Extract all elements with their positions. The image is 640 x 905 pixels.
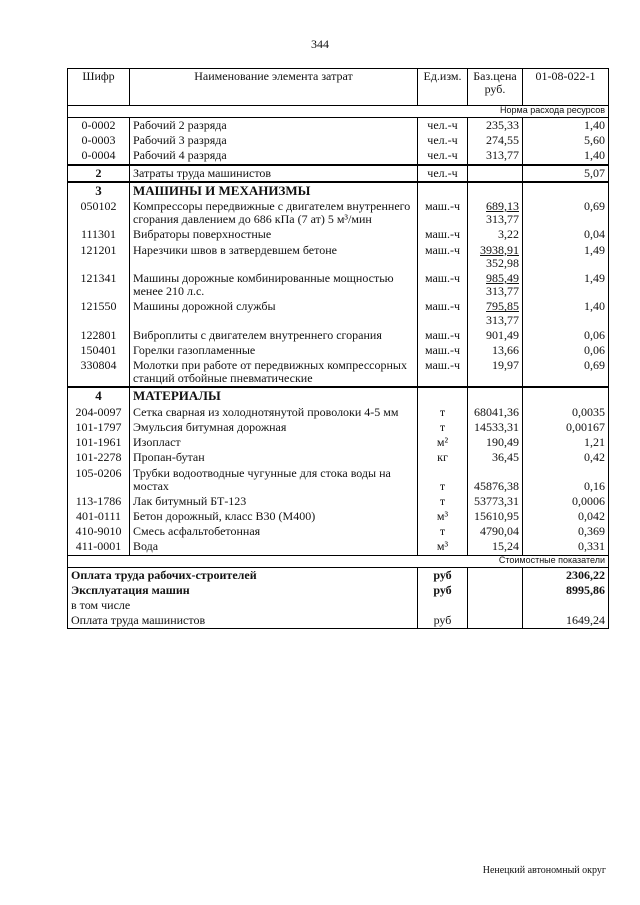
total-row xyxy=(68,583,609,598)
section-code: 3 xyxy=(68,182,130,199)
row-unit: чел.-ч xyxy=(418,165,468,182)
table-row xyxy=(68,435,609,450)
row-price: 14533,31 xyxy=(468,420,523,435)
row-unit: т xyxy=(418,420,468,435)
row-price: 4790,04 xyxy=(468,524,523,539)
row-rate: 0,04 xyxy=(523,227,609,242)
row-name: Машины дорожные комбинированные мощностью менее 210 л.с. xyxy=(130,271,418,299)
row-code: 0-0002 xyxy=(68,118,130,134)
row-unit: маш.-ч xyxy=(418,243,468,271)
row-name: Машины дорожной службы xyxy=(130,299,418,327)
row-price: 15610,95 xyxy=(468,509,523,524)
table-row xyxy=(68,466,609,494)
price-value: 13,66 xyxy=(492,342,519,357)
price-value: 795,85 xyxy=(486,299,519,314)
row-code: 050102 xyxy=(68,199,130,227)
section-name: МАШИНЫ И МЕХАНИЗМЫ xyxy=(130,182,418,199)
price-value: 3938,91 xyxy=(480,242,519,257)
row-code: 401-0111 xyxy=(68,509,130,524)
row-name: Изопласт xyxy=(130,435,418,450)
row-rate: 0,69 xyxy=(523,358,609,387)
row-price xyxy=(468,598,523,613)
row-code: 121341 xyxy=(68,271,130,299)
row-name: Рабочий 2 разряда xyxy=(130,118,418,134)
total-price xyxy=(468,567,523,583)
operators-pay-unit: руб xyxy=(418,613,468,629)
row-rate: 0,0035 xyxy=(523,405,609,420)
operator-price-value: 313,77 xyxy=(486,212,519,227)
row-price xyxy=(468,165,523,182)
page-number: 344 xyxy=(311,37,329,51)
norm-label: Норма расхода ресурсов xyxy=(68,106,609,118)
table-row xyxy=(68,328,609,343)
table-body xyxy=(68,106,609,629)
table-row xyxy=(68,509,609,524)
row-unit: чел.-ч xyxy=(418,133,468,148)
row-name: Молотки при работе от передвижных компрессорных станций отбойные пневматические xyxy=(130,358,418,387)
row-rate: 1,49 xyxy=(523,243,609,271)
header-code: Шифр xyxy=(68,69,130,106)
row-name: Лак битумный БТ-123 xyxy=(130,494,418,509)
row-rate xyxy=(523,598,609,613)
row-price xyxy=(468,199,523,227)
row-price: 36,45 xyxy=(468,450,523,465)
row-rate: 0,042 xyxy=(523,509,609,524)
header-price: Баз.цена руб. xyxy=(468,69,523,106)
price-value: 19,97 xyxy=(492,358,519,373)
row-unit: кг xyxy=(418,450,468,465)
row-price xyxy=(468,243,523,271)
total-unit: руб xyxy=(418,567,468,583)
row-unit xyxy=(418,598,468,613)
row-price: 190,49 xyxy=(468,435,523,450)
operators-row xyxy=(68,165,609,182)
row-code: 105-0206 xyxy=(68,466,130,494)
row-code: 330804 xyxy=(68,358,130,387)
row-price: 235,33 xyxy=(468,118,523,134)
row-name: Рабочий 3 разряда xyxy=(130,133,418,148)
table-row xyxy=(68,227,609,242)
row-price: 274,55 xyxy=(468,133,523,148)
total-unit: руб xyxy=(418,583,468,598)
row-unit: т xyxy=(418,494,468,509)
row-code: 121201 xyxy=(68,243,130,271)
row-price xyxy=(468,343,523,358)
row-unit: маш.-ч xyxy=(418,299,468,327)
row-code: 121550 xyxy=(68,299,130,327)
row-rate: 5,60 xyxy=(523,133,609,148)
total-value: 2306,22 xyxy=(523,567,609,583)
table-row xyxy=(68,118,609,134)
row-name: Рабочий 4 разряда xyxy=(130,148,418,164)
table-row xyxy=(68,405,609,420)
section-title-machines xyxy=(68,182,609,199)
table-row xyxy=(68,358,609,387)
row-rate: 0,42 xyxy=(523,450,609,465)
row-name: Эмульсия битумная дорожная xyxy=(130,420,418,435)
operator-price-value: 313,77 xyxy=(486,312,519,327)
row-unit: т xyxy=(418,524,468,539)
row-code: 111301 xyxy=(68,227,130,242)
row-price: 15,24 xyxy=(468,539,523,555)
row-code: 410-9010 xyxy=(68,524,130,539)
row-code: 101-2278 xyxy=(68,450,130,465)
norm-label-row xyxy=(68,106,609,118)
row-code: 101-1797 xyxy=(68,420,130,435)
including-label: в том числе xyxy=(68,598,418,613)
row-name: Вода xyxy=(130,539,418,555)
operators-pay-row xyxy=(68,613,609,629)
section-name: МАТЕРИАЛЫ xyxy=(130,387,418,404)
row-unit: маш.-ч xyxy=(418,227,468,242)
row-rate: 1,40 xyxy=(523,148,609,164)
row-rate: 5,07 xyxy=(523,165,609,182)
row-name: Затраты труда машинистов xyxy=(130,165,418,182)
row-rate: 0,06 xyxy=(523,343,609,358)
table-row xyxy=(68,420,609,435)
operator-price-value: 352,98 xyxy=(486,255,519,270)
row-price xyxy=(468,613,523,629)
row-price: 45876,38 xyxy=(468,466,523,494)
row-price xyxy=(468,387,523,404)
row-price xyxy=(468,227,523,242)
row-name: Вибраторы поверхностные xyxy=(130,227,418,242)
row-unit: маш.-ч xyxy=(418,358,468,387)
cost-label: Стоимостные показатели xyxy=(68,555,609,567)
row-rate: 0,00167 xyxy=(523,420,609,435)
table-header-row xyxy=(68,69,609,106)
table-row xyxy=(68,494,609,509)
row-price xyxy=(468,271,523,299)
row-name: Смесь асфальтобетонная xyxy=(130,524,418,539)
row-name: Сетка сварная из холоднотянутой проволоки 4-5 мм xyxy=(130,405,418,420)
row-price: 53773,31 xyxy=(468,494,523,509)
row-code: 2 xyxy=(68,165,130,182)
operator-price-value: 313,77 xyxy=(486,284,519,299)
table-row xyxy=(68,243,609,271)
row-unit: чел.-ч xyxy=(418,148,468,164)
row-rate: 1,49 xyxy=(523,271,609,299)
row-rate: 0,0006 xyxy=(523,494,609,509)
row-unit: чел.-ч xyxy=(418,118,468,134)
row-code: 122801 xyxy=(68,328,130,343)
table-row xyxy=(68,133,609,148)
price-value: 3,22 xyxy=(498,227,519,242)
row-name: Нарезчики швов в затвердевшем бетоне xyxy=(130,243,418,271)
cost-label-row xyxy=(68,555,609,567)
total-price xyxy=(468,583,523,598)
row-name: Горелки газопламенные xyxy=(130,343,418,358)
row-code: 411-0001 xyxy=(68,539,130,555)
row-code: 101-1961 xyxy=(68,435,130,450)
row-unit: маш.-ч xyxy=(418,271,468,299)
row-unit xyxy=(418,182,468,199)
row-rate: 1,21 xyxy=(523,435,609,450)
row-price: 68041,36 xyxy=(468,405,523,420)
row-price xyxy=(468,182,523,199)
total-row xyxy=(68,567,609,583)
total-name: Эксплуатация машин xyxy=(68,583,418,598)
row-unit: маш.-ч xyxy=(418,343,468,358)
price-value: 985,49 xyxy=(486,270,519,285)
section-title-materials xyxy=(68,387,609,404)
operators-pay-name: Оплата труда машинистов xyxy=(68,613,418,629)
footer-region: Ненецкий автономный округ xyxy=(482,865,606,876)
row-unit: маш.-ч xyxy=(418,328,468,343)
row-rate: 0,331 xyxy=(523,539,609,555)
row-rate: 0,69 xyxy=(523,199,609,227)
row-name: Бетон дорожный, класс В30 (М400) xyxy=(130,509,418,524)
row-unit: т xyxy=(418,466,468,494)
cost-table xyxy=(67,68,609,629)
including-row xyxy=(68,598,609,613)
header-norm-code: 01-08-022-1 xyxy=(523,69,609,106)
row-name: Виброплиты с двигателем внутреннего сгорания xyxy=(130,328,418,343)
table-row xyxy=(68,299,609,327)
row-code: 113-1786 xyxy=(68,494,130,509)
row-unit: м² xyxy=(418,435,468,450)
row-code: 0-0004 xyxy=(68,148,130,164)
row-code: 150401 xyxy=(68,343,130,358)
row-price xyxy=(468,328,523,343)
row-name: Компрессоры передвижные с двигателем внутреннего сгорания давлением до 686 кПа (7 ат) 5 м³/мин xyxy=(130,199,418,227)
row-price: 313,77 xyxy=(468,148,523,164)
row-rate: 1,40 xyxy=(523,299,609,327)
table-row xyxy=(68,271,609,299)
row-code: 0-0003 xyxy=(68,133,130,148)
price-value: 901,49 xyxy=(486,327,519,342)
row-unit: м³ xyxy=(418,509,468,524)
row-name: Пропан-бутан xyxy=(130,450,418,465)
section-code: 4 xyxy=(68,387,130,404)
table-row xyxy=(68,539,609,555)
row-price xyxy=(468,299,523,327)
row-rate: 0,16 xyxy=(523,466,609,494)
row-rate: 0,06 xyxy=(523,328,609,343)
header-unit: Ед.изм. xyxy=(418,69,468,106)
row-unit xyxy=(418,387,468,404)
total-name: Оплата труда рабочих-строителей xyxy=(68,567,418,583)
row-code: 204-0097 xyxy=(68,405,130,420)
row-unit: т xyxy=(418,405,468,420)
table-row xyxy=(68,343,609,358)
row-price xyxy=(468,358,523,387)
total-value: 8995,86 xyxy=(523,583,609,598)
row-rate xyxy=(523,387,609,404)
row-rate: 1,40 xyxy=(523,118,609,134)
header-name: Наименование элемента затрат xyxy=(130,69,418,106)
table-row xyxy=(68,148,609,164)
table-row xyxy=(68,199,609,227)
row-unit: маш.-ч xyxy=(418,199,468,227)
row-name: Трубки водоотводные чугунные для стока воды на мостах xyxy=(130,466,418,494)
table-row xyxy=(68,450,609,465)
table-row xyxy=(68,524,609,539)
operators-pay-value: 1649,24 xyxy=(523,613,609,629)
price-value: 689,13 xyxy=(486,199,519,214)
row-rate xyxy=(523,182,609,199)
row-rate: 0,369 xyxy=(523,524,609,539)
row-unit: м³ xyxy=(418,539,468,555)
